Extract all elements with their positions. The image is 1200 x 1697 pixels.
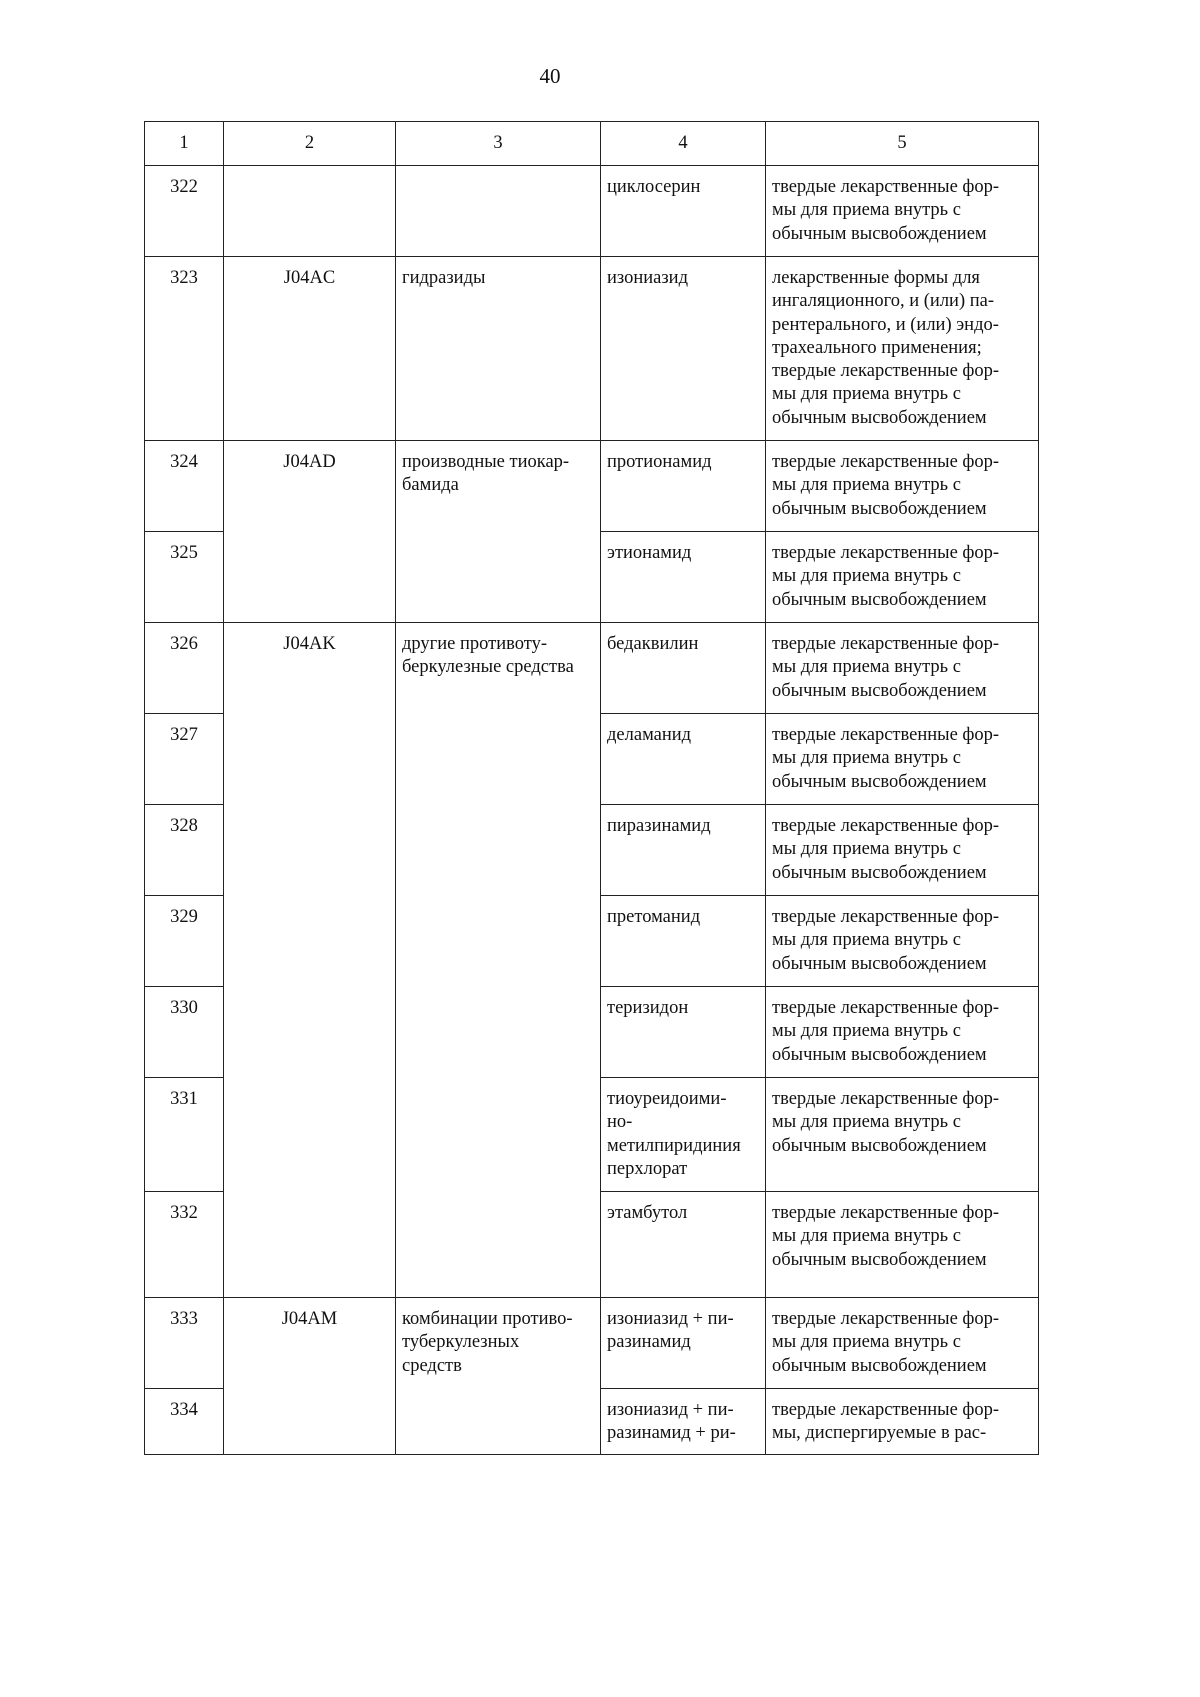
dosage-form: твердые лекарственные фор- мы для приема внутрь с обычным высвобождением: [766, 1192, 1039, 1298]
dosage-form: твердые лекарственные фор- мы для приема внутрь с обычным высвобождением: [766, 166, 1039, 257]
group-name: производные тиокар- бамида: [396, 441, 601, 623]
drug-name: изониазид: [601, 257, 766, 441]
drug-name: этионамид: [601, 532, 766, 623]
atc-code: J04AD: [224, 441, 396, 623]
row-number: 333: [145, 1298, 224, 1389]
dosage-form: твердые лекарственные фор- мы для приема внутрь с обычным высвобождением: [766, 623, 1039, 714]
atc-code: J04AK: [224, 623, 396, 1298]
group-name: другие противоту- беркулезные средства: [396, 623, 601, 1298]
dosage-form: твердые лекарственные фор- мы, диспергируемые в рас-: [766, 1389, 1039, 1455]
dosage-form: твердые лекарственные фор- мы для приема внутрь с обычным высвобождением: [766, 532, 1039, 623]
table-row: [145, 257, 1039, 441]
drug-name: протионамид: [601, 441, 766, 532]
table-row: [145, 1298, 1039, 1389]
dosage-form: твердые лекарственные фор- мы для приема внутрь с обычным высвобождением: [766, 714, 1039, 805]
drug-name: этамбутол: [601, 1192, 766, 1298]
atc-code: J04AM: [224, 1298, 396, 1455]
row-number: 325: [145, 532, 224, 623]
drug-name: циклосерин: [601, 166, 766, 257]
drug-name: деламанид: [601, 714, 766, 805]
drug-name: тиоуреидоими- но- метилпиридиния перхлорат: [601, 1078, 766, 1192]
table-row: [145, 441, 1039, 532]
dosage-form: твердые лекарственные фор- мы для приема внутрь с обычным высвобождением: [766, 987, 1039, 1078]
dosage-form: твердые лекарственные фор- мы для приема внутрь с обычным высвобождением: [766, 441, 1039, 532]
table-header-row: [145, 122, 1039, 166]
dosage-form: твердые лекарственные фор- мы для приема внутрь с обычным высвобождением: [766, 1298, 1039, 1389]
drug-name: теризидон: [601, 987, 766, 1078]
header-cell: 1: [145, 122, 224, 166]
row-number: 322: [145, 166, 224, 257]
header-cell: 3: [396, 122, 601, 166]
table-row: [145, 623, 1039, 714]
header-cell: 5: [766, 122, 1039, 166]
dosage-form: твердые лекарственные фор- мы для приема внутрь с обычным высвобождением: [766, 805, 1039, 896]
header-cell: 2: [224, 122, 396, 166]
row-number: 328: [145, 805, 224, 896]
drug-table: [144, 121, 1039, 1455]
drug-name: пиразинамид: [601, 805, 766, 896]
table-row: [145, 166, 1039, 257]
dosage-form: лекарственные формы для ингаляционного, и (или) па- рентерального, и (или) эндо- трахеального применения; твердые лекарственные фор- мы для приема внутрь с обычным высвобождением: [766, 257, 1039, 441]
group-name: комбинации противо- туберкулезных средств: [396, 1298, 601, 1455]
group-name: гидразиды: [396, 257, 601, 441]
row-number: 331: [145, 1078, 224, 1192]
row-number: 329: [145, 896, 224, 987]
atc-code: J04AC: [224, 257, 396, 441]
row-number: 330: [145, 987, 224, 1078]
dosage-form: твердые лекарственные фор- мы для приема внутрь с обычным высвобождением: [766, 896, 1039, 987]
drug-name: изониазид + пи- разинамид + ри-: [601, 1389, 766, 1455]
row-number: 323: [145, 257, 224, 441]
atc-code: [224, 166, 396, 257]
drug-name: претоманид: [601, 896, 766, 987]
row-number: 332: [145, 1192, 224, 1298]
drug-name: изониазид + пи- разинамид: [601, 1298, 766, 1389]
header-cell: 4: [601, 122, 766, 166]
group-name: [396, 166, 601, 257]
dosage-form: твердые лекарственные фор- мы для приема внутрь с обычным высвобождением: [766, 1078, 1039, 1192]
row-number: 327: [145, 714, 224, 805]
page-number: 40: [539, 64, 561, 88]
row-number: 324: [145, 441, 224, 532]
row-number: 326: [145, 623, 224, 714]
row-number: 334: [145, 1389, 224, 1455]
drug-name: бедаквилин: [601, 623, 766, 714]
